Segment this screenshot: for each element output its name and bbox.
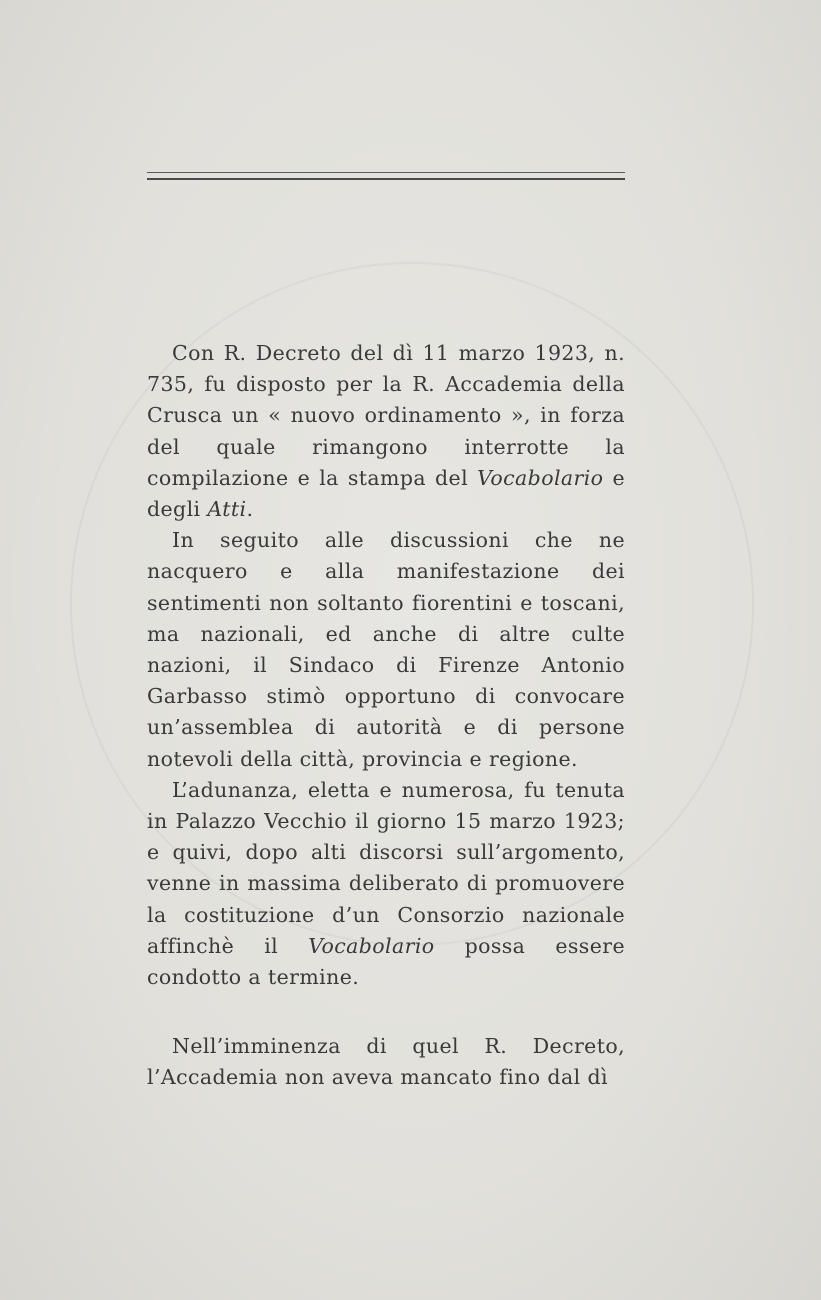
paragraph-3 [147,775,625,993]
thick-rule-line [147,178,625,180]
atti-title: Atti [207,497,247,522]
vocabolario-title-1: Vocabolario [477,465,604,490]
paragraph-1-text-c: . [246,497,254,522]
body-text [147,338,625,1094]
thin-rule-line [147,172,625,173]
paragraph-3-text-a: L’adunanza, eletta e numerosa, fu tenuta in Palazzo Vecchio il giorno 15 marzo 1923; e quivi, dopo alti discorsi sull’argomento, venne in massima deliberato di promuovere la costituzione d’un Consorzio nazionale affinchè il [147,777,625,958]
paragraph-1-text-b: e degli [147,465,626,522]
vocabolario-title-2: Vocabolario [308,933,435,958]
paragraph-2: In seguito alle discussioni che ne nacquero e alla manifestazione dei sentimenti non soltanto fiorentini e toscani, ma nazionali, ed anche di altre culte nazioni, il Sindaco di Firenze Antonio Garbasso stimò opportuno di convocare un’assemblea di autorità e di persone notevoli della città, provincia e regione. [147,528,625,771]
paragraph-3-text-b: possa essere condotto a termine. [147,933,625,990]
paragraph-1 [147,338,625,525]
paragraph-4: Nell’imminenza di quel R. Decreto, l’Accademia non aveva mancato fino dal dì [147,1034,625,1090]
paragraph-1-text-a: Con R. Decreto del dì 11 marzo 1923, n. 735, fu disposto per la R. Accademia della Crusca un « nuovo ordinamento », in forza del quale rimangono interrotte la compilazione e la stampa del [147,341,625,490]
header-rule [147,172,625,180]
